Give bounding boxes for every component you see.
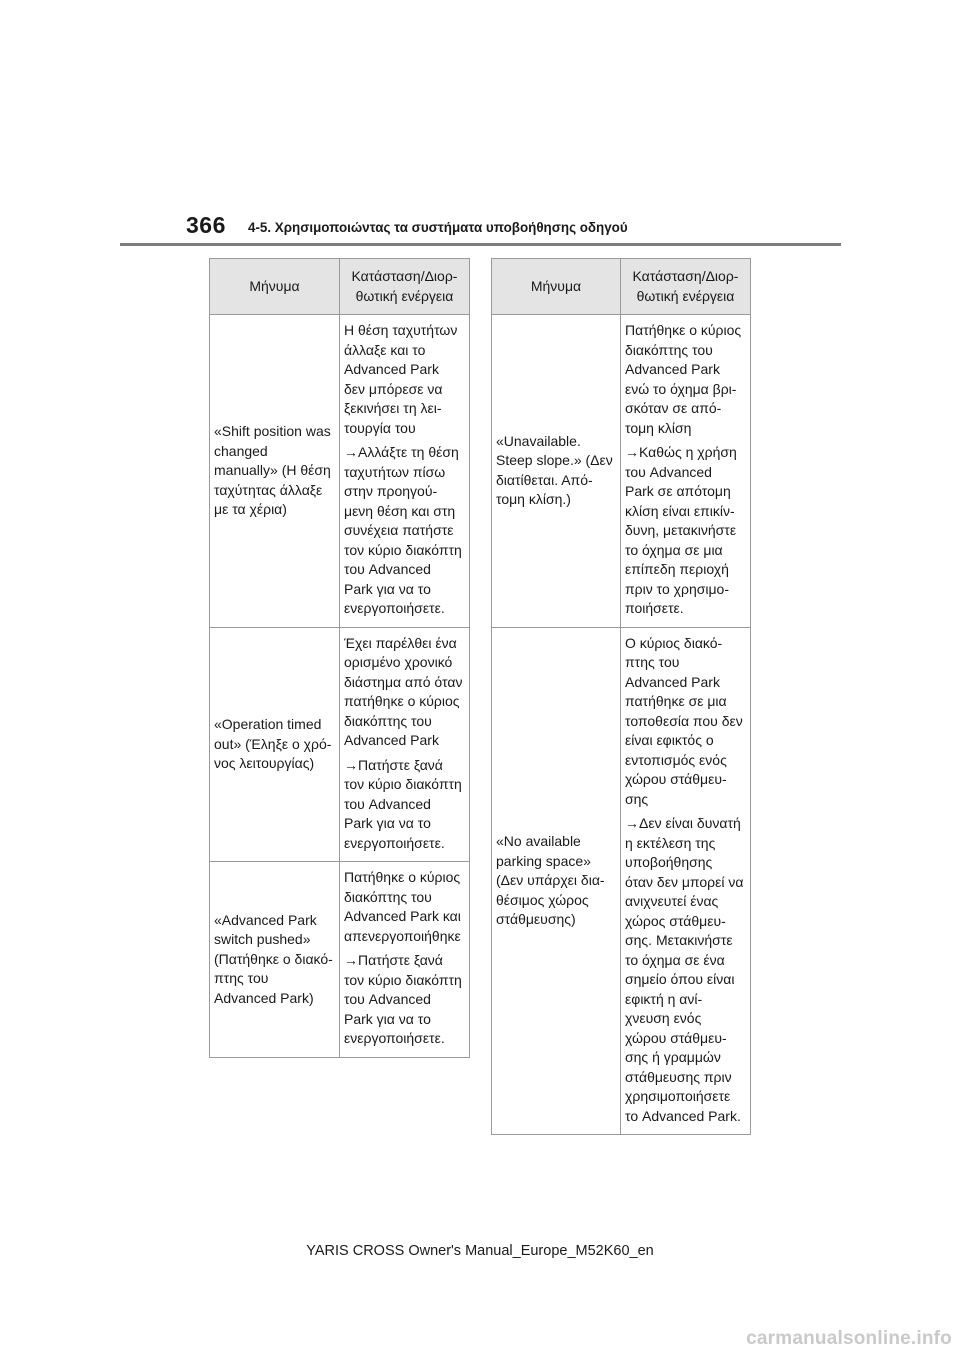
table-row xyxy=(210,862,470,1058)
cause-text: Η θέση ταχυτήτων άλλαξε και το Advanced Park δεν μπόρεσε να ξεκινήσει τη λει- τουργία του xyxy=(344,322,458,436)
table-row xyxy=(492,627,751,1135)
table-row xyxy=(210,315,470,628)
table-header-row xyxy=(492,259,751,315)
action-cell xyxy=(621,315,751,628)
action-text: →Πατήστε ξανά τον κύριο διακόπτη του Advanced Park για να το ενεργοποιήσετε. xyxy=(344,756,462,851)
watermark-logo: carmanualsonline.info xyxy=(746,1328,952,1349)
header-divider xyxy=(120,243,841,246)
messages-table-left xyxy=(209,258,470,1058)
column-header-message: Μήνυμα xyxy=(492,259,621,315)
message-text: «Unavailable. Steep slope.» (Δεν διατίθεται. Από- τομη κλίση.) xyxy=(496,432,613,508)
action-cell xyxy=(340,862,470,1058)
cause-text: Έχει παρέλθει ένα ορισμένο χρονικό διάστημα από όταν πατήθηκε ο κύριος διακόπτης του Advanced Park xyxy=(344,634,463,748)
footer-manual-title: YARIS CROSS Owner's Manual_Europe_M52K60_en xyxy=(306,1243,654,1259)
table-row xyxy=(492,315,751,628)
action-cell xyxy=(340,627,470,862)
message-text: «Shift position was changed manually» (Η θέση ταχύτητας άλλαξε με τα χέρια) xyxy=(214,423,331,517)
table-header-row xyxy=(210,259,470,315)
action-text: →Δεν είναι δυνατή η εκτέλεση της υποβοήθησης όταν δεν μπορεί να ανιχνευτεί ένας χώρος στάθμευ- σης. Μετακινήστε το όχημα σε ένα σημείο όπου είναι εφικτή η ανί- χνευση ενός χώρου στάθμευ- σης ή γραμμών στάθμευσης πριν χρησιμοποιήσετε το Advanced Park. xyxy=(625,815,744,1124)
action-text: →Πατήστε ξανά τον κύριο διακόπτη του Advanced Park για να το ενεργοποιήσετε. xyxy=(344,952,462,1046)
column-header-action: Κατάσταση/Διορ- θωτική ενέργεια xyxy=(340,259,470,315)
message-cell xyxy=(210,627,340,862)
action-cell xyxy=(340,315,470,628)
message-cell xyxy=(210,862,340,1058)
section-title: 4-5. Χρησιμοποιώντας τα συστήματα υποβοήθησης οδηγού xyxy=(248,220,628,235)
action-cell xyxy=(621,627,751,1135)
column-header-message: Μήνυμα xyxy=(210,259,340,315)
table-row xyxy=(210,627,470,862)
action-text: →Αλλάξτε τη θέση ταχυτήτων πίσω στην προηγού- μενη θέση και στη συνέχεια πατήστε τον κύριο διακόπτη του Advanced Park για να το ενεργοποιήσετε. xyxy=(344,444,462,616)
message-cell xyxy=(492,315,621,628)
message-cell xyxy=(210,315,340,628)
cause-text: Πατήθηκε ο κύριος διακόπτης του Advanced Park και απενεργοποιήθηκε xyxy=(344,869,461,944)
column-header-action: Κατάσταση/Διορ- θωτική ενέργεια xyxy=(621,259,751,315)
message-text: «No available parking space» (Δεν υπάρχει δια- θέσιμος χώρος στάθμευσης) xyxy=(496,833,605,927)
message-text: «Operation timed out» (Έληξε ο χρό- νος λειτουργίας) xyxy=(214,716,332,771)
message-cell xyxy=(492,627,621,1135)
page-number: 366 xyxy=(186,212,226,238)
messages-table-right xyxy=(491,258,751,1135)
action-text: →Καθώς η χρήση του Advanced Park σε απότομη κλίση είναι επικίν- δυνη, μετακινήστε το όχημα σε μια επίπεδη περιοχή πριν το χρησιμο- ποιήσετε. xyxy=(625,444,737,616)
cause-text: Πατήθηκε ο κύριος διακόπτης του Advanced Park ενώ το όχημα βρι- σκόταν σε από- τομη κλίση xyxy=(625,322,742,436)
cause-text: Ο κύριος διακό- πτης του Advanced Park πατήθηκε σε μια τοποθεσία που δεν είναι εφικτός ο εντοπισμός ενός χώρου στάθμευ- σης xyxy=(625,634,743,807)
message-text: «Advanced Park switch pushed» (Πατήθηκε ο διακό- πτης του Advanced Park) xyxy=(214,911,333,1006)
